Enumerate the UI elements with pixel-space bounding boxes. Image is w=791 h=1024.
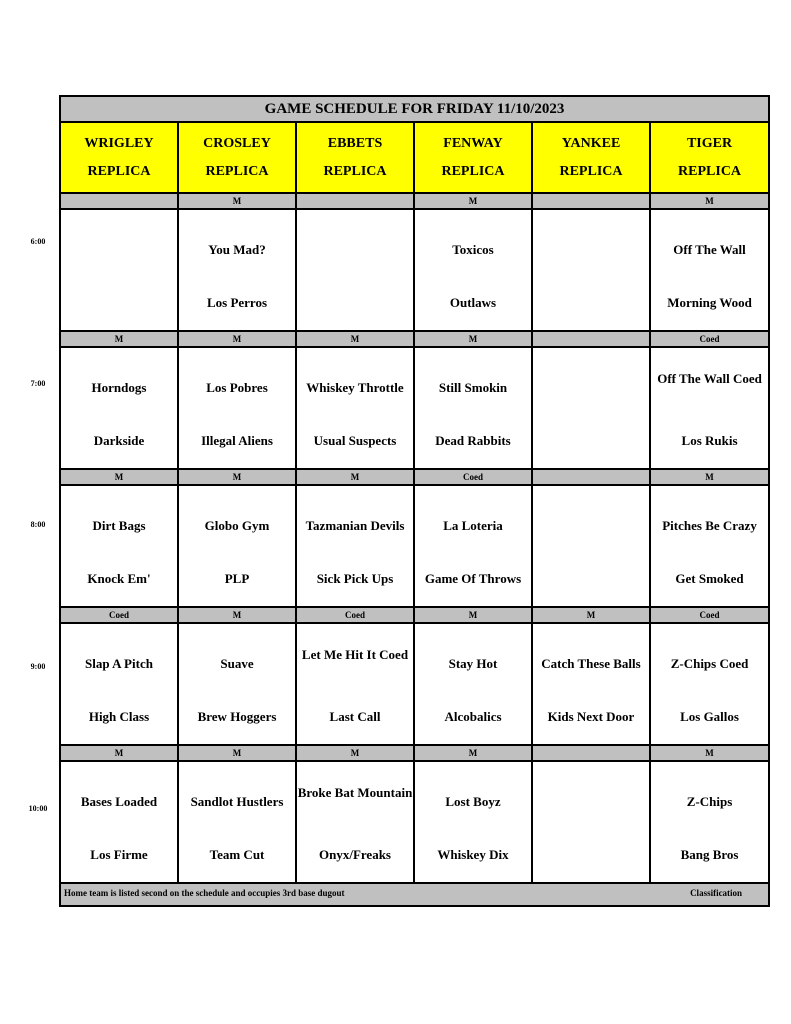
away-team: Lost Boyz [445, 794, 501, 809]
game-cell [650, 623, 769, 745]
game-cell [532, 347, 650, 469]
home-team: Los Perros [206, 295, 268, 310]
home-team: Bang Bros [680, 847, 739, 862]
venue-subtitle: REPLICA [559, 163, 623, 179]
venue-subtitle: REPLICA [678, 163, 742, 179]
classification-cell [296, 193, 414, 209]
away-team: Stay Hot [448, 656, 498, 671]
away-team: Broke Bat Mountain [297, 785, 413, 800]
venue-name: TIGER [686, 135, 733, 151]
away-team: Suave [220, 656, 254, 671]
away-team: Pitches Be Crazy [662, 518, 757, 533]
home-team: Alcobalics [444, 709, 502, 724]
home-team: Morning Wood [667, 295, 752, 310]
game-cell [650, 761, 769, 883]
classification-cell: M [60, 745, 178, 761]
home-team: Game Of Throws [424, 571, 522, 586]
game-cell [650, 485, 769, 607]
game-cell [178, 347, 296, 469]
home-team: Brew Hoggers [197, 709, 277, 724]
classification-cell [532, 745, 650, 761]
classification-cell: M [650, 193, 769, 209]
away-team: Sandlot Hustlers [190, 794, 284, 809]
home-team: Usual Suspects [313, 433, 397, 448]
classification-cell: M [296, 745, 414, 761]
home-team: Los Firme [90, 847, 148, 862]
game-cell [60, 209, 178, 331]
game-cell [414, 347, 532, 469]
venue-name: YANKEE [561, 135, 621, 151]
classification-cell: Coed [650, 607, 769, 623]
home-team: Last Call [329, 709, 381, 724]
away-team: Toxicos [452, 242, 494, 257]
time-label-8: 8:00 [30, 520, 46, 529]
game-cell [414, 209, 532, 331]
time-label-9: 9:00 [30, 662, 46, 671]
venue-subtitle: REPLICA [205, 163, 269, 179]
time-label-10: 10:00 [28, 804, 48, 813]
home-team: Outlaws [449, 295, 497, 310]
classification-cell: M [414, 607, 532, 623]
away-team: Whiskey Throttle [306, 380, 404, 395]
classification-cell: M [178, 607, 296, 623]
classification-cell: M [414, 193, 532, 209]
venue-name: EBBETS [327, 135, 383, 151]
home-team: High Class [88, 709, 150, 724]
game-row [60, 761, 769, 883]
home-team: Team Cut [209, 847, 265, 862]
classification-cell: M [296, 469, 414, 485]
classification-cell: Coed [650, 331, 769, 347]
away-team: Catch These Balls [541, 656, 641, 671]
classification-cell: Coed [414, 469, 532, 485]
away-team: La Loteria [443, 518, 503, 533]
classification-cell: M [650, 469, 769, 485]
classification-row [60, 193, 769, 209]
classification-cell [532, 469, 650, 485]
home-team: Dead Rabbits [435, 433, 511, 448]
classification-cell: M [178, 745, 296, 761]
away-team: Horndogs [91, 380, 147, 395]
home-team: Onyx/Freaks [319, 847, 391, 862]
game-row [60, 209, 769, 331]
game-cell [650, 209, 769, 331]
away-team: You Mad? [208, 242, 266, 257]
game-cell [178, 623, 296, 745]
home-team: Sick Pick Ups [316, 571, 394, 586]
game-cell [296, 347, 414, 469]
away-team: Dirt Bags [92, 518, 146, 533]
away-team: Slap A Pitch [85, 656, 153, 671]
game-cell [178, 485, 296, 607]
classification-row [60, 469, 769, 485]
home-team: Whiskey Dix [437, 847, 509, 862]
time-label-7: 7:00 [30, 379, 46, 388]
footer [60, 883, 769, 906]
classification-cell [532, 331, 650, 347]
home-team: Kids Next Door [547, 709, 635, 724]
game-row [60, 485, 769, 607]
classification-row [60, 607, 769, 623]
classification-cell: M [178, 193, 296, 209]
game-row [60, 623, 769, 745]
game-cell [178, 209, 296, 331]
home-team: Los Gallos [680, 709, 739, 724]
home-team: Illegal Aliens [201, 433, 273, 448]
venue-header [650, 122, 769, 193]
away-team: Los Pobres [206, 380, 268, 395]
classification-cell [60, 193, 178, 209]
classification-cell: M [60, 469, 178, 485]
home-team: Los Rukis [681, 433, 738, 448]
footer-note: Home team is listed second on the schedule and occupies 3rd base dugout [64, 888, 345, 898]
game-cell [178, 761, 296, 883]
home-team: Darkside [93, 433, 145, 448]
venue-header [178, 122, 296, 193]
away-team: Globo Gym [204, 518, 270, 533]
away-team: Z-Chips Coed [670, 656, 749, 671]
game-cell [296, 209, 414, 331]
away-team: Off The Wall [673, 242, 746, 257]
game-cell [60, 623, 178, 745]
venue-header [296, 122, 414, 193]
game-cell [60, 485, 178, 607]
classification-legend: Classification [690, 888, 743, 898]
game-cell [414, 485, 532, 607]
schedule-table [59, 95, 770, 907]
classification-cell: Coed [60, 607, 178, 623]
classification-cell: M [414, 745, 532, 761]
classification-cell: M [178, 469, 296, 485]
game-cell [650, 347, 769, 469]
game-cell [532, 485, 650, 607]
game-cell [532, 209, 650, 331]
game-row [60, 347, 769, 469]
classification-cell: Coed [296, 607, 414, 623]
venue-subtitle: REPLICA [323, 163, 387, 179]
home-team: PLP [224, 571, 250, 586]
venue-name: CROSLEY [203, 135, 271, 151]
classification-cell: M [414, 331, 532, 347]
venue-header [414, 122, 532, 193]
away-team: Still Smokin [438, 380, 508, 395]
classification-row [60, 745, 769, 761]
game-cell [414, 761, 532, 883]
venue-name: FENWAY [443, 135, 503, 151]
classification-cell: M [296, 331, 414, 347]
away-team: Let Me Hit It Coed [301, 647, 409, 662]
away-team: Bases Loaded [80, 794, 158, 809]
classification-cell: M [532, 607, 650, 623]
game-cell [60, 761, 178, 883]
game-cell [296, 485, 414, 607]
game-cell [532, 761, 650, 883]
game-cell [296, 623, 414, 745]
venue-subtitle: REPLICA [87, 163, 151, 179]
classification-cell: M [650, 745, 769, 761]
away-team: Off The Wall Coed [657, 371, 762, 386]
game-cell [532, 623, 650, 745]
time-label-6: 6:00 [30, 237, 46, 246]
classification-cell [532, 193, 650, 209]
venue-subtitle: REPLICA [441, 163, 505, 179]
home-team: Get Smoked [675, 571, 744, 586]
venue-header [60, 122, 178, 193]
game-cell [296, 761, 414, 883]
away-team: Tazmanian Devils [305, 518, 405, 533]
away-team: Z-Chips [686, 794, 733, 809]
game-cell [414, 623, 532, 745]
game-cell [60, 347, 178, 469]
schedule-title: GAME SCHEDULE FOR FRIDAY 11/10/2023 [60, 96, 769, 122]
classification-row [60, 331, 769, 347]
home-team: Knock Em' [87, 571, 151, 586]
venue-header [532, 122, 650, 193]
venue-name: WRIGLEY [84, 135, 154, 151]
classification-cell: M [178, 331, 296, 347]
classification-cell: M [60, 331, 178, 347]
